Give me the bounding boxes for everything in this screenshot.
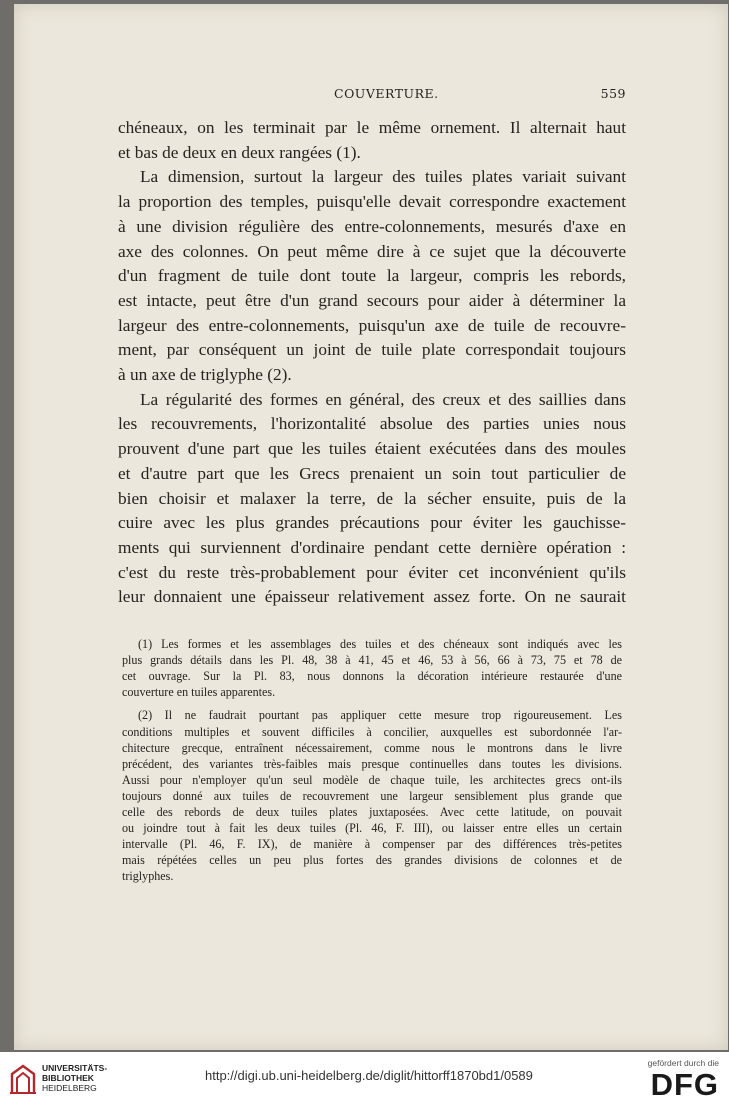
footnote-line: chitecture grecque, entraînent nécessairement, comme nous le montrons dans le livre [122,740,622,755]
permalink-url[interactable]: http://digi.ub.uni-heidelberg.de/diglit/hittorff1870bd1/0589 [205,1068,533,1083]
body-line: axe des colonnes. On peut même dire à ce sujet que la découverte [118,241,626,261]
body-line: et bas de deux en deux rangées (1). [118,142,361,162]
library-name-line-2: BIBLIOTHEK [42,1073,94,1083]
footnote-line: plus grands détails dans les Pl. 48, 38 à 41, 45 et 46, 53 à 56, 66 à 73, 75 et 78 de [122,653,622,668]
footnote-line: mais répétées celles un peu plus fortes des grandes divisions de colonnes et de [122,853,622,868]
footnote-line: cet ouvrage. Sur la Pl. 83, nous donnons la décoration intérieure restaurée d'une [122,669,622,684]
running-title: COUVERTURE. [334,86,439,101]
footnote-line: triglyphes. [122,869,174,884]
body-line: ments qui surviennent d'ordinaire pendant cette dernière opération : [118,537,626,557]
footnote-line: celle des rebords de deux tuiles plates juxtaposées. Avec cette latitude, on pouvait [122,805,622,819]
footnote-line: précédent, des variantes très-faibles mais presque continuelles dans toutes les divisions. [122,756,622,771]
footnote-line: (1) Les formes et les assemblages des tuiles et des chéneaux sont indiqués avec les [138,637,622,652]
page-content [118,86,626,891]
body-line: cuire avec les plus grandes précautions pour éviter les gauchisse- [118,513,626,533]
heidelberg-library-logo-icon [8,1062,38,1096]
body-line: chéneaux, on les terminait par le même ornement. Il alternait haut [118,118,626,137]
body-line: ment, par conséquent un joint de tuile plate correspondait toujours [118,340,626,360]
body-line: et d'autre part que les Grecs prenaient un soin tout particulier de [118,463,626,483]
body-line: d'un fragment de tuile dont toute la largeur, compris les rebords, [118,266,626,286]
body-line: à un axe de triglyphe (2). [118,365,292,385]
library-name-line-3: HEIDELBERG [42,1083,97,1093]
book-page [14,4,728,1050]
body-line: c'est du reste très-probablement pour éviter cet inconvénient qu'ils [118,562,626,582]
footnotes [118,636,626,884]
footnote-line: ou joindre tout à fait les deux tuiles (Pl. 46, F. III), ou laisser entre elles un certain [122,821,622,836]
body-text [118,116,626,610]
library-name-line-1: UNIVERSITÄTS- [42,1063,108,1073]
dfg-logo: DFG [650,1067,719,1102]
body-line: bien choisir et malaxer la terre, de la sécher ensuite, puis de la [118,488,626,508]
body-line: leur donnaient une épaisseur relativement assez forte. On ne saurait [118,587,626,607]
footnote-line: (2) Il ne faudrait pourtant pas appliquer cette mesure trop rigoureusement. Les [138,708,622,723]
library-name [42,1063,107,1093]
body-line: La régularité des formes en général, des creux et des saillies dans [140,389,626,409]
footnote-line: toujours donné aux tuiles de recouvrement une largeur sensiblement plus grande que [122,788,622,803]
body-line: prouvent d'une part que les tuiles étaient exécutées dans des moules [118,439,626,459]
body-line: largeur des entre-colonnements, puisqu'un axe de tuile de recouvre- [118,315,626,335]
page-number: 559 [600,86,626,101]
body-line: est intacte, peut être d'un grand secours pour aider à déterminer la [118,290,626,310]
footnote-2 [122,707,622,884]
footnote-line: conditions multiples et souvent difficiles à concilier, auxquelles est subordonnée l'ar- [122,724,622,739]
body-line: les recouvrements, l'horizontalité absolue des parties unies nous [118,414,626,434]
footnote-line: Aussi pour n'employer qu'un seul modèle de chaque tuile, les architectes grecs ont-ils [122,772,622,787]
funding-caption: gefördert durch die [647,1058,719,1068]
footnote-line: couverture en tuiles apparentes. [122,685,276,700]
footnote-line: intervalle (Pl. 46, F. IX), de manière à compenser par des différences très-petites [122,837,622,852]
running-head [118,86,626,108]
funding-notice [637,1058,719,1102]
body-line: à une division régulière des entre-colonnements, mesurés d'axe en [118,216,626,236]
body-line: La dimension, surtout la largeur des tuiles plates variait suivant [140,167,626,187]
body-line: la proportion des temples, puisqu'elle devait correspondre exactement [118,192,626,212]
footnote-1 [122,636,622,700]
viewer-footer [0,1052,729,1106]
